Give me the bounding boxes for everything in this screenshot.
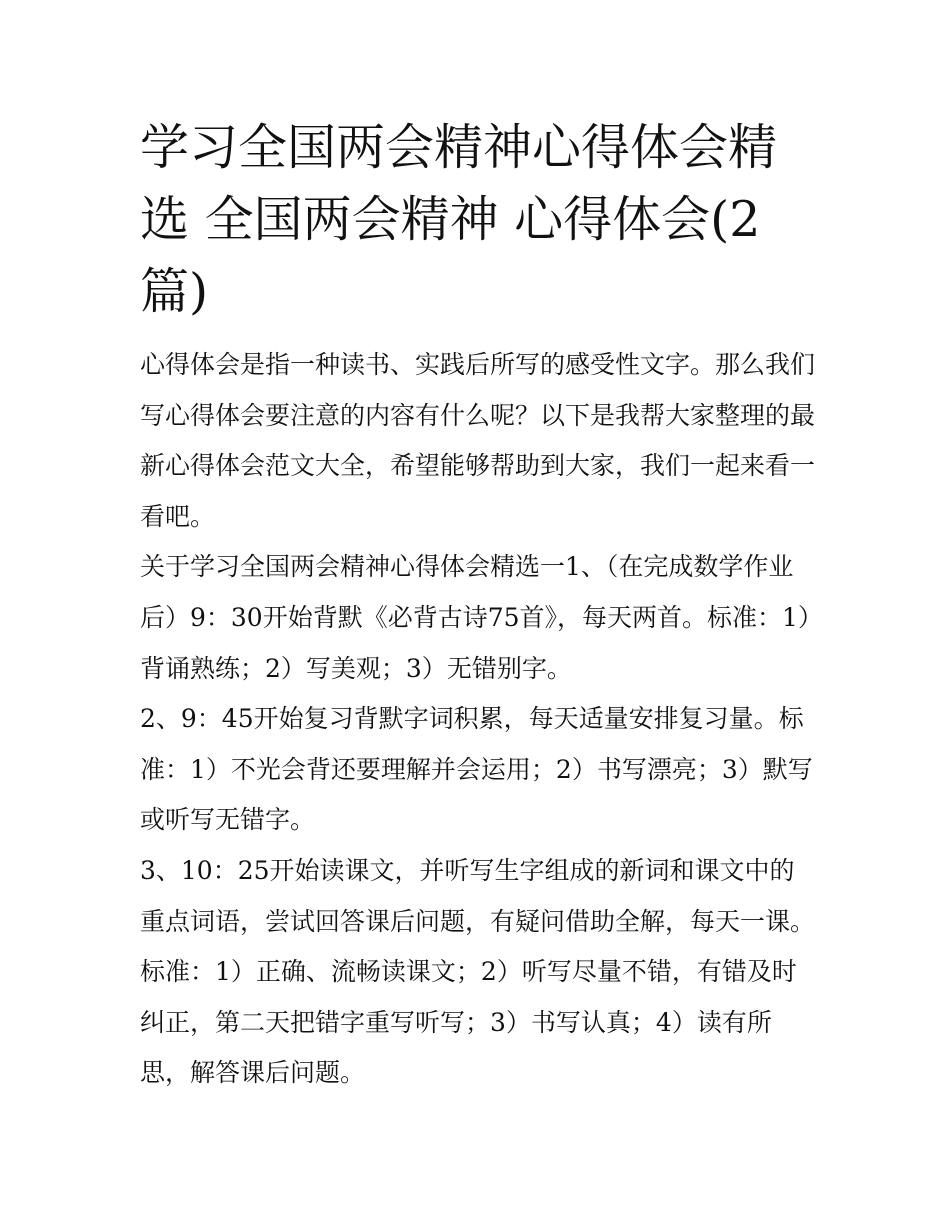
paragraph-item-3: 3、10：25开始读课文，并听写生字组成的新词和课文中的重点词语，尝试回答课后问题，有疑问借助全解，每天一课。标准：1）正确、流畅读课文；2）听写尽量不错，有错及时纠正，第二天把错字重写听写；3）书写认真；4）读有所思，解答课后问题。 xyxy=(140,855,816,1088)
paragraph-item-2: 2、9：45开始复习背默字词积累，每天适量安排复习量。标准：1）不光会背还要理解并会运用；2）书写漂亮；3）默写或听写无错字。 xyxy=(140,704,813,835)
paragraph-intro: 心得体会是指一种读书、实践后所写的感受性文字。那么我们写心得体会要注意的内容有什么呢？以下是我帮大家整理的最新心得体会范文大全，希望能够帮助到大家，我们一起来看一看吧。 xyxy=(140,350,816,531)
document-title: 学习全国两会精神心得体会精选 全国两会精神 心得体会(2篇) xyxy=(140,119,778,320)
paragraph-item-1: 关于学习全国两会精神心得体会精选一1、（在完成数学作业后）9：30开始背默《必背古诗75首》，每天两首。标准：1）背诵熟练；2）写美观；3）无错别字。 xyxy=(140,552,811,683)
document-body xyxy=(140,112,815,1099)
